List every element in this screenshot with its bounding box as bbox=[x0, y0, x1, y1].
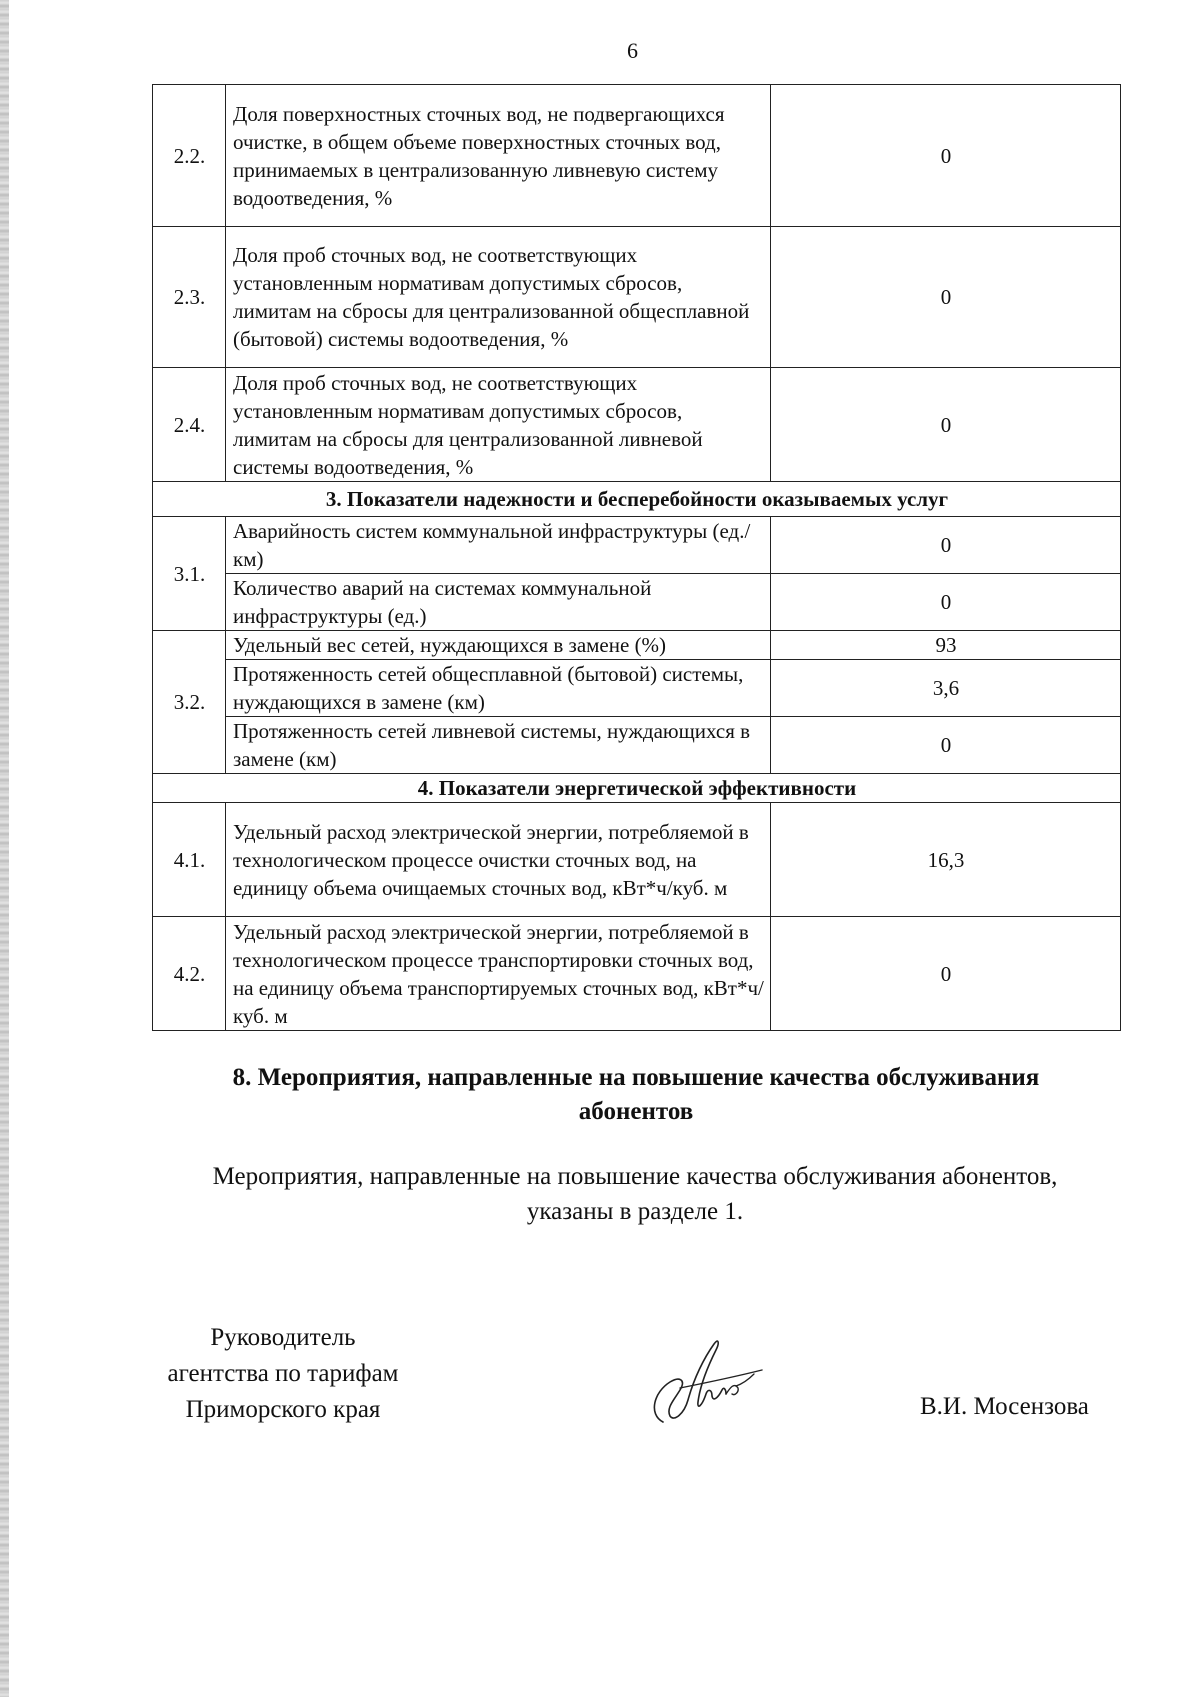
indicators-table bbox=[152, 84, 1121, 1031]
signatory-title-line: Приморского края bbox=[185, 1396, 381, 1423]
indicator-text: Доля проб сточных вод, не соответствующих установленным нормативам допустимых сбросов, лимитам на сбросы для централизованной ливневой системы водоотведения, % bbox=[226, 368, 771, 482]
indicator-text: Количество аварий на системах коммунальной инфраструктуры (ед.) bbox=[226, 574, 771, 631]
indicator-value: 93 bbox=[771, 631, 1121, 660]
table-row bbox=[153, 227, 1121, 368]
indicator-text: Аварийность систем коммунальной инфраструктуры (ед./км) bbox=[226, 517, 771, 574]
section-8-heading bbox=[152, 1061, 1120, 1129]
row-number: 3.2. bbox=[153, 631, 226, 774]
row-number: 2.3. bbox=[153, 227, 226, 368]
table-row bbox=[153, 717, 1121, 774]
body-line: Мероприятия, направленные на повышение качества обслуживания абонентов, bbox=[212, 1163, 1058, 1190]
table-row bbox=[153, 517, 1121, 574]
indicator-text: Удельный расход электрической энергии, потребляемой в технологическом процессе транспортировки сточных вод, на единицу объема транспортируемых сточных вод, кВт*ч/куб. м bbox=[226, 917, 771, 1031]
section-8-heading-line: 8. Мероприятия, направленные на повышение качества обслуживания bbox=[232, 1064, 1040, 1091]
section-header-row bbox=[153, 774, 1121, 803]
row-number: 2.2. bbox=[153, 85, 226, 227]
table-row bbox=[153, 368, 1121, 482]
table-row bbox=[153, 660, 1121, 717]
body-line: указаны в разделе 1. bbox=[526, 1198, 744, 1225]
handwritten-signature bbox=[608, 1330, 768, 1440]
indicator-value: 0 bbox=[771, 917, 1121, 1031]
indicator-value: 0 bbox=[771, 368, 1121, 482]
row-number: 4.1. bbox=[153, 803, 226, 917]
table-row bbox=[153, 85, 1121, 227]
signatory-title bbox=[138, 1320, 428, 1428]
scan-edge bbox=[0, 0, 9, 1697]
signatory-name: В.И. Мосензова bbox=[920, 1393, 1089, 1420]
indicator-text: Удельный вес сетей, нуждающихся в замене (%) bbox=[226, 631, 771, 660]
indicator-text: Протяженность сетей общесплавной (бытовой) системы, нуждающихся в замене (км) bbox=[226, 660, 771, 717]
indicator-value: 16,3 bbox=[771, 803, 1121, 917]
signatory-title-line: агентства по тарифам bbox=[167, 1360, 399, 1387]
indicator-value: 3,6 bbox=[771, 660, 1121, 717]
row-number: 4.2. bbox=[153, 917, 226, 1031]
table-row bbox=[153, 803, 1121, 917]
signatory-title-line: Руководитель bbox=[210, 1324, 356, 1351]
page-number: 6 bbox=[627, 38, 638, 63]
section-3-title: 3. Показатели надежности и бесперебойности оказываемых услуг bbox=[153, 482, 1121, 517]
section-4-title: 4. Показатели энергетической эффективности bbox=[153, 774, 1121, 803]
row-number: 2.4. bbox=[153, 368, 226, 482]
indicator-text: Доля проб сточных вод, не соответствующих установленным нормативам допустимых сбросов, лимитам на сбросы для централизованной общесплавной (бытовой) системы водоотведения, % bbox=[226, 227, 771, 368]
indicator-value: 0 bbox=[771, 85, 1121, 227]
indicator-value: 0 bbox=[771, 574, 1121, 631]
table-row bbox=[153, 631, 1121, 660]
section-header-row bbox=[153, 482, 1121, 517]
table-row bbox=[153, 917, 1121, 1031]
table-row bbox=[153, 574, 1121, 631]
indicator-value: 0 bbox=[771, 717, 1121, 774]
indicator-text: Протяженность сетей ливневой системы, нуждающихся в замене (км) bbox=[226, 717, 771, 774]
row-number: 3.1. bbox=[153, 517, 226, 631]
indicator-value: 0 bbox=[771, 517, 1121, 574]
indicator-text: Доля поверхностных сточных вод, не подвергающихся очистке, в общем объеме поверхностных сточных вод, принимаемых в централизованную ливневую систему водоотведения, % bbox=[226, 85, 771, 227]
section-8-heading-line: абонентов bbox=[578, 1098, 694, 1125]
section-8-body bbox=[120, 1159, 1150, 1229]
indicator-text: Удельный расход электрической энергии, потребляемой в технологическом процессе очистки сточных вод, на единицу объема очищаемых сточных вод, кВт*ч/куб. м bbox=[226, 803, 771, 917]
indicator-value: 0 bbox=[771, 227, 1121, 368]
